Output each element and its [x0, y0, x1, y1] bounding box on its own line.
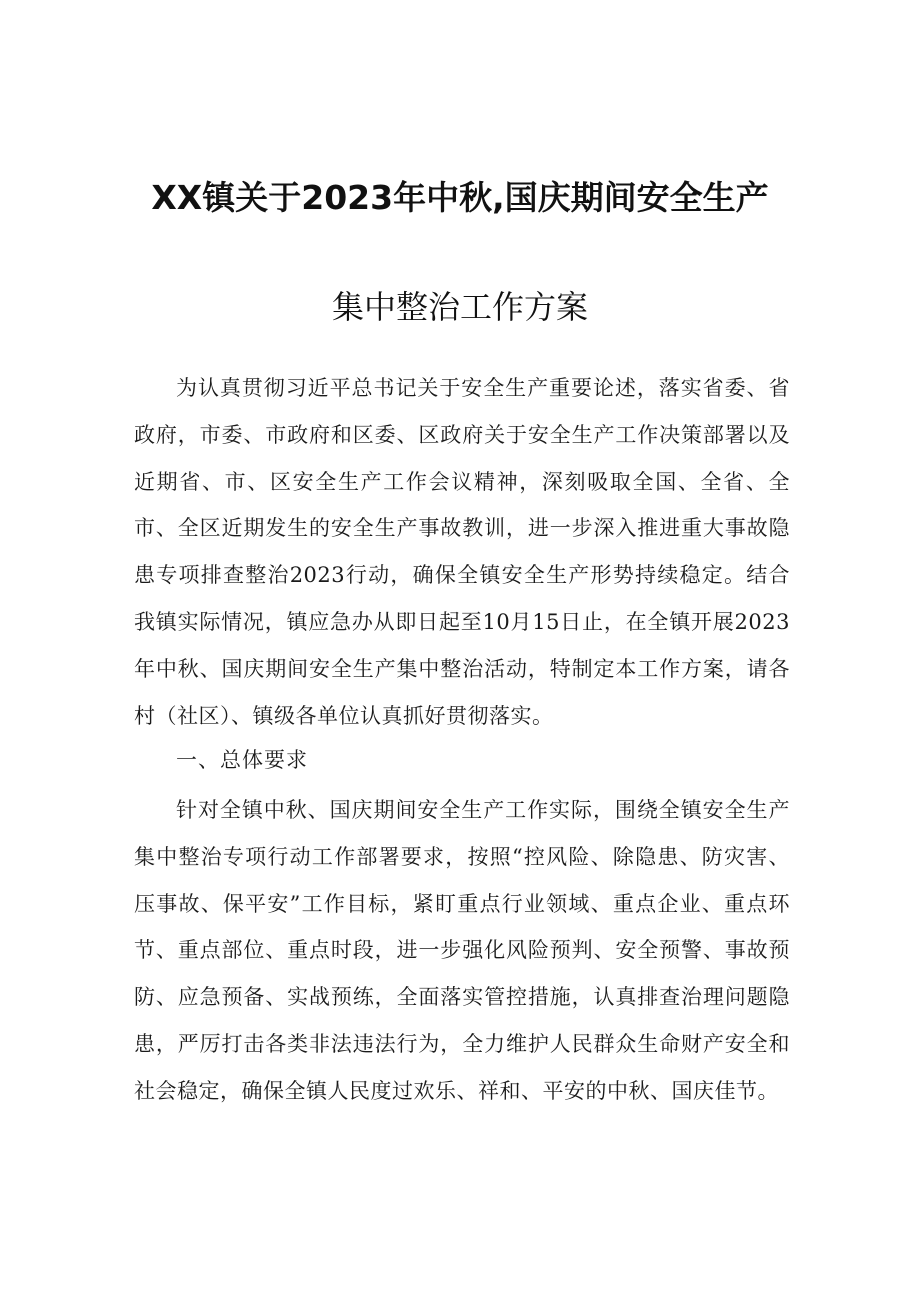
document-title-line-2: 集中整治工作方案: [331, 288, 588, 326]
general-requirements-paragraph: 针对全镇中秋、国庆期间安全生产工作实际，围绕全镇安全生产集中整治专项行动工作部署要求，按照“控风险、除隐患、防灾害、压事故、保平安”工作目标，紧盯重点行业领域、重点企业、重点环节、重点部位、重点时段，进一步强化风险预判、安全预警、事故预防、应急预备、实战预练，全面落实管控措施，认真排查治理问题隐患，严厉打击各类非法违法行为，全力维护人民群众生命财产安全和社会稳定，确保全镇人民度过欢乐、祥和、平安的中秋、国庆佳节。: [134, 798, 790, 1103]
intro-paragraph: 为认真贯彻习近平总书记关于安全生产重要论述，落实省委、省政府，市委、市政府和区委、区政府关于安全生产工作决策部署以及近期省、市、区安全生产工作会议精神，深刻吸取全国、全省、全市、全区近期发生的安全生产事故教训，进一步深入推进重大事故隐患专项排查整治2023行动，确保全镇安全生产形势持续稳定。结合我镇实际情况，镇应急办从即日起至10月15日止，在全镇开展2023年中秋、国庆期间安全生产集中整治活动，特制定本工作方案，请各村（社区）、镇级各单位认真抓好贯彻落实。: [134, 376, 790, 728]
section-heading-general-requirements: 一、总体要求: [176, 748, 308, 772]
document-title-line-1: XX镇关于2023年中秋,国庆期间安全生产: [151, 178, 769, 217]
